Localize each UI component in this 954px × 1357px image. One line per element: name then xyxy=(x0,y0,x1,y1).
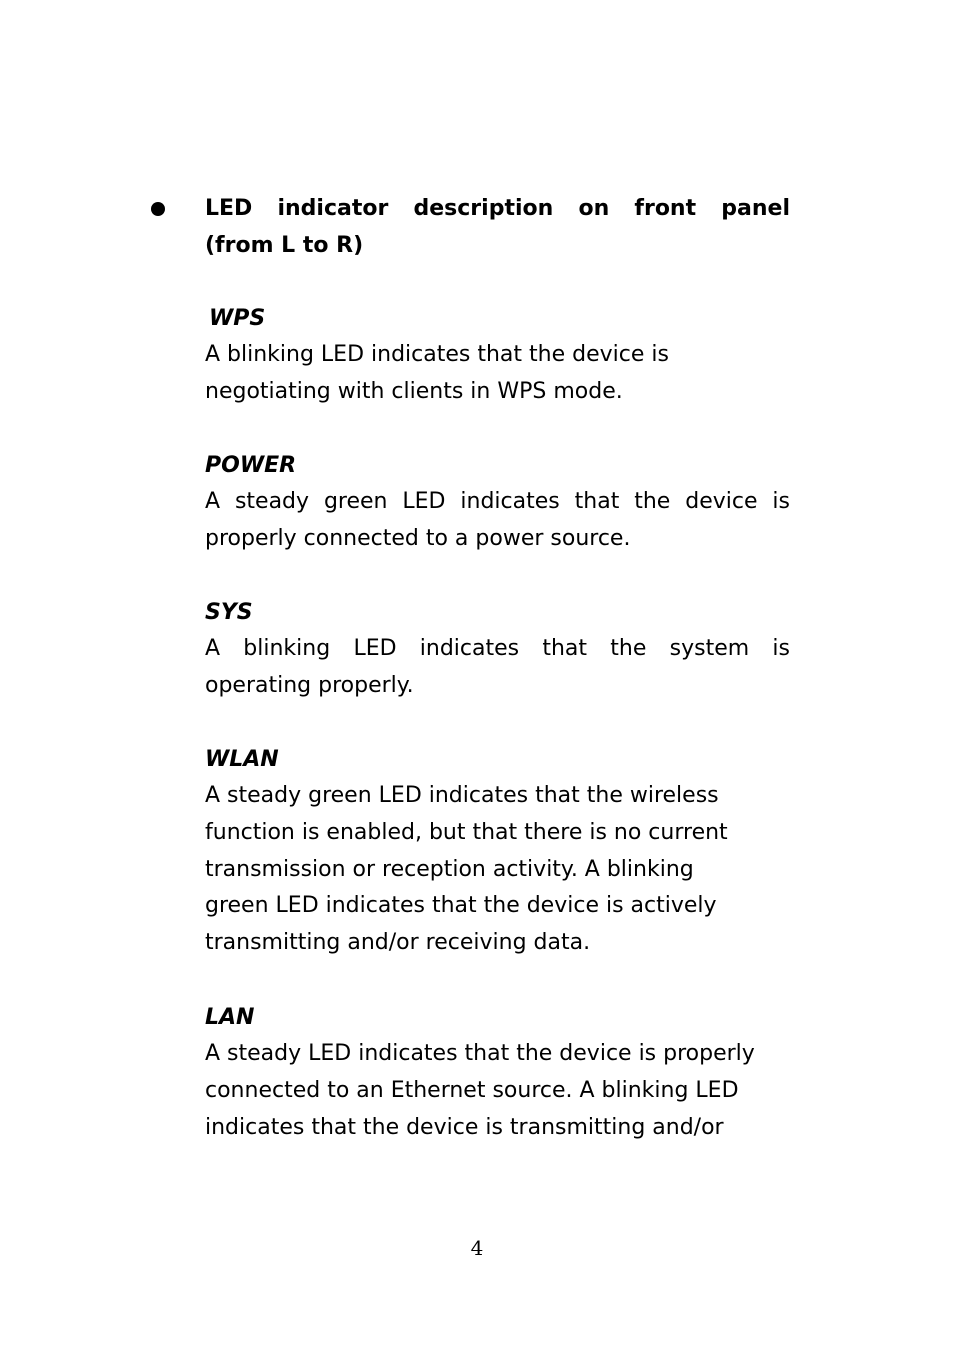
description-line: properly connected to a power source. xyxy=(205,525,631,551)
led-title-wps: WPS xyxy=(209,306,266,331)
description-line: negotiating with clients in WPS mode. xyxy=(205,378,623,404)
led-section-power xyxy=(205,447,790,558)
led-description-wlan xyxy=(205,778,790,962)
heading-line-1: LED indicator description on front panel xyxy=(205,196,790,221)
heading-line-2: (from L to R) xyxy=(205,233,364,258)
description-line: A steady LED indicates that the device is properly xyxy=(205,1041,755,1066)
bullet-icon xyxy=(151,202,165,216)
description-line: A steady green LED indicates that the device is xyxy=(205,489,790,514)
led-title-wlan: WLAN xyxy=(205,747,279,772)
led-section-lan xyxy=(205,999,790,1146)
description-line: green LED indicates that the device is actively xyxy=(205,893,717,919)
description-line: A blinking LED indicates that the system is xyxy=(205,636,790,661)
description-line: indicates that the device is transmitting and/or xyxy=(205,1114,724,1140)
led-title-sys: SYS xyxy=(205,600,253,625)
description-line: connected to an Ethernet source. A blinking LED xyxy=(205,1077,739,1103)
led-title-power: POWER xyxy=(205,453,297,478)
led-section-wlan xyxy=(205,741,790,962)
page-number: 4 xyxy=(470,1236,484,1260)
description-line: transmitting and/or receiving data. xyxy=(205,930,591,956)
led-section-wps xyxy=(205,300,790,411)
description-line: A steady green LED indicates that the wireless xyxy=(205,783,719,808)
description-line: transmission or reception activity. A blinking xyxy=(205,856,694,882)
section-heading xyxy=(205,190,790,264)
led-description-wps xyxy=(205,337,790,411)
led-title-lan: LAN xyxy=(205,1005,255,1030)
led-description-sys xyxy=(205,631,790,705)
led-description-lan xyxy=(205,1036,790,1146)
description-line: A blinking LED indicates that the device is xyxy=(205,342,669,367)
led-description-power xyxy=(205,484,790,558)
led-section-sys xyxy=(205,594,790,705)
description-line: operating properly. xyxy=(205,672,414,698)
description-line: function is enabled, but that there is no current xyxy=(205,819,728,845)
